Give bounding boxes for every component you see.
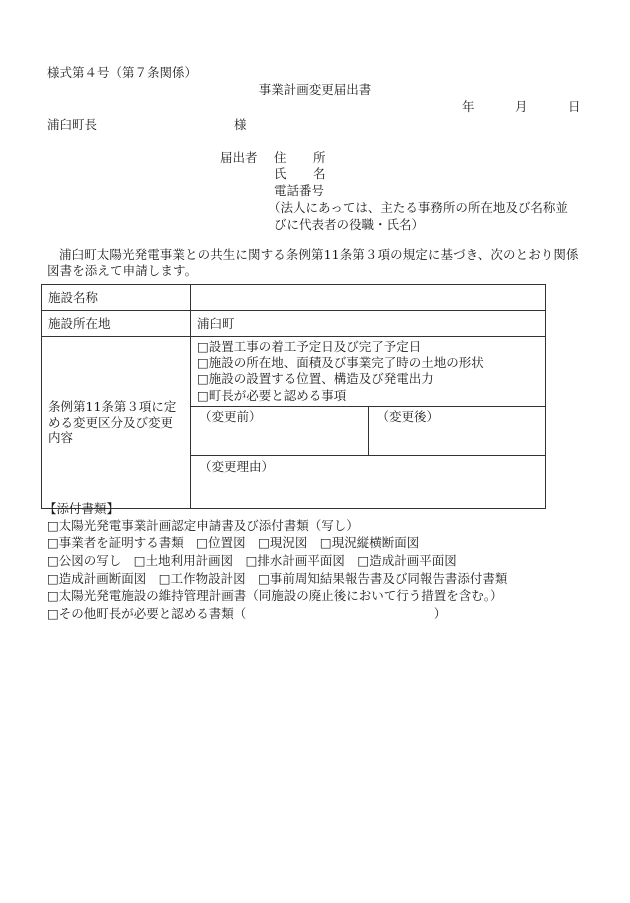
attachment-line: □公図の写し □土地利用計画図 □排水計画平面図 □造成計画平面図 [47,553,457,568]
attachment-line: □その他町長が必要と認める書類（ ） [47,606,447,621]
change-content-label: 条例第11条第３項に定める変更区分及び変更内容 [42,337,191,509]
application-table [41,284,546,509]
facility-location-field[interactable]: 浦臼町 [191,311,546,337]
change-category-checkbox[interactable]: □設置工事の着工予定日及び完了予定日 [197,339,422,354]
body-paragraph: 浦臼町太陽光発電事業との共生に関する条例第11条第３項の規定に基づき、次のとおり関係図書を添えて申請します。 [47,247,579,278]
date-year-label: 年 [462,99,475,114]
form-number: 様式第４号（第７条関係） [47,65,198,80]
applicant-label: 届出者 [220,150,258,165]
change-category-checkbox[interactable]: □施設の所在地、面積及び事業完了時の土地の形状 [197,355,484,371]
table-row [42,285,546,311]
table-row [42,337,546,407]
before-change-field[interactable]: （変更前） [199,408,262,424]
addressee-name: 浦臼町長 [47,117,98,132]
applicant-phone-label: 電話番号 [274,183,325,198]
facility-location-label: 施設所在地 [42,311,191,337]
facility-name-label: 施設名称 [42,285,191,311]
applicant-name-label-b: 名 [313,166,326,181]
attachment-line: □事業者を証明する書類 □位置図 □現況図 □現況縦横断面図 [47,535,420,550]
attachments-title: 【添付書類】 [44,501,120,516]
attachment-line: □造成計画断面図 □工作物設計図 □事前周知結果報告書及び同報告書添付書類 [47,571,508,586]
applicant-name-label-a: 氏 [274,166,287,181]
applicant-address-label-a: 住 [274,150,287,165]
change-reason-field[interactable]: （変更理由） [191,455,546,508]
change-category-checkbox[interactable]: □町長が必要と認める事項 [197,387,347,403]
facility-name-field[interactable] [191,285,546,311]
before-after-table [191,407,545,455]
after-change-field[interactable]: （変更後） [368,407,545,455]
addressee-honorific: 様 [234,117,247,132]
date-month-label: 月 [515,99,528,114]
applicant-note-line1: （法人にあっては、主たる事務所の所在地及び名称並 [268,200,568,215]
applicant-address-label-b: 所 [313,150,326,165]
table-row [42,311,546,337]
change-category-list [191,337,546,407]
change-category-checkbox[interactable]: □施設の設置する位置、構造及び発電出力 [197,371,434,387]
attachment-line: □太陽光発電事業計画認定申請書及び添付書類（写し） [47,518,359,533]
applicant-note-line2: びに代表者の役職・氏名） [274,217,425,232]
before-after-cell [191,406,546,455]
date-day-label: 日 [568,99,581,114]
attachment-line: □太陽光発電施設の維持管理計画書（同施設の廃止後において行う措置を含む。） [47,588,503,603]
document-title: 事業計画変更届出書 [258,82,372,97]
